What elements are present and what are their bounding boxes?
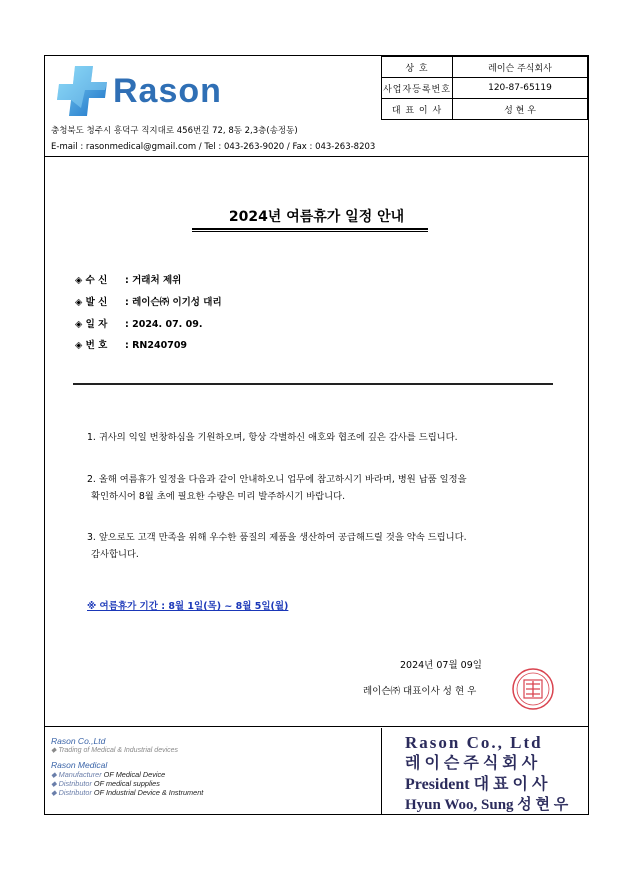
- company-logo: [55, 62, 225, 120]
- vacation-period: ※ 여름휴가 기간 : 8월 1일(목) ~ 8월 5일(월): [87, 601, 289, 612]
- footer-line: [51, 770, 203, 779]
- footer-line: [51, 779, 203, 788]
- footer-company-name: Rason Co.,Ltd: [51, 736, 106, 746]
- meta-sender: [75, 294, 222, 308]
- signature-line: 레이슨㈜ 대표이사 성 현 우: [363, 686, 477, 697]
- info-value: 성 현 우: [453, 99, 588, 120]
- paragraph-line: 2. 올해 여름휴가 일정을 다음과 같이 안내하오니 업무에 참고하시기 바라며, 병원 납품 일정을: [87, 474, 467, 485]
- paragraph-2: [87, 471, 557, 505]
- footer-company-info: [51, 736, 203, 797]
- info-label: 상 호: [382, 57, 453, 78]
- footer-line-prefix: ◆ Manufacturer: [51, 770, 102, 779]
- meta-number: [75, 337, 187, 351]
- company-stamp: [405, 732, 568, 816]
- stamp-line: 레 이 슨 주 식 회 사: [405, 755, 538, 772]
- header-divider: [45, 156, 588, 157]
- stamp-line: President 대 표 이 사: [405, 776, 548, 793]
- footer-line-text: OF medical supplies: [91, 779, 160, 788]
- footer-line-prefix: ◆ Distributor: [51, 788, 92, 797]
- info-row: [382, 78, 588, 99]
- info-value: 레이슨 주식회사: [453, 57, 588, 78]
- title-underline: [192, 231, 428, 232]
- info-value: 120-87-65119: [453, 78, 588, 99]
- footer-line-text: OF Medical Device: [101, 770, 166, 779]
- meta-label: ◈ 수 신: [75, 275, 108, 286]
- company-info-table: [381, 56, 588, 120]
- section-divider: [73, 383, 553, 385]
- title-underline: [192, 228, 428, 230]
- footer-divider: [45, 726, 588, 727]
- meta-value: : 거래처 제위: [125, 275, 182, 286]
- info-label: 대 표 이 사: [382, 99, 453, 120]
- meta-date: [75, 316, 202, 330]
- meta-value: : RN240709: [125, 340, 188, 351]
- paragraph-3: [87, 529, 557, 563]
- info-label: 사업자등록번호: [382, 78, 453, 99]
- paragraph-line: 3. 앞으로도 고객 만족을 위해 우수한 품질의 제품을 생산하여 공급해드릴 것을 약속 드립니다.: [87, 532, 467, 543]
- footer-line-prefix: ◆ Distributor: [51, 779, 92, 788]
- logo-text: Rason: [113, 72, 222, 110]
- info-row: [382, 99, 588, 120]
- company-contact: E-mail : rasonmedical@gmail.com / Tel : 043-263-9020 / Fax : 043-263-8203: [51, 142, 376, 152]
- meta-label: ◈ 번 호: [75, 340, 108, 351]
- meta-value: : 레이슨㈜ 이기성 대리: [125, 297, 222, 308]
- paragraph-line: 1. 귀사의 익일 번창하심을 기원하오며, 항상 각별하신 애호와 협조에 깊은 감사를 드립니다.: [87, 432, 458, 443]
- meta-label: ◈ 발 신: [75, 297, 108, 308]
- footer-vertical-divider: [381, 728, 382, 814]
- paragraph-1: [87, 429, 557, 446]
- issue-date: 2024년 07월 09일: [400, 660, 482, 671]
- footer-brand: Rason Medical: [51, 760, 108, 770]
- paragraph-line: 감사합니다.: [91, 549, 139, 560]
- company-address: 충청북도 청주시 흥덕구 직지대로 456번길 72, 8동 2,3층(송정동): [51, 126, 298, 136]
- stamp-line: Rason Co., Ltd: [405, 733, 543, 752]
- info-row: [382, 57, 588, 78]
- footer-line: [51, 788, 203, 797]
- footer-trading: ◆ Trading of Medical & Industrial devices: [51, 747, 179, 754]
- logo-cross-icon: [55, 62, 111, 120]
- meta-recipient: [75, 272, 181, 286]
- meta-label: ◈ 일 자: [75, 319, 108, 330]
- footer-line-text: OF Industrial Device & Instrument: [91, 788, 204, 797]
- paragraph-line: 확인하시어 8월 초에 필요한 수량은 미리 발주하시기 바랍니다.: [91, 491, 346, 502]
- company-seal-icon: [511, 667, 555, 711]
- meta-value: : 2024. 07. 09.: [125, 319, 203, 330]
- document-title: 2024년 여름휴가 일정 안내: [228, 209, 405, 225]
- stamp-line: Hyun Woo, Sung 성 현 우: [405, 797, 569, 813]
- document-frame: [44, 55, 589, 815]
